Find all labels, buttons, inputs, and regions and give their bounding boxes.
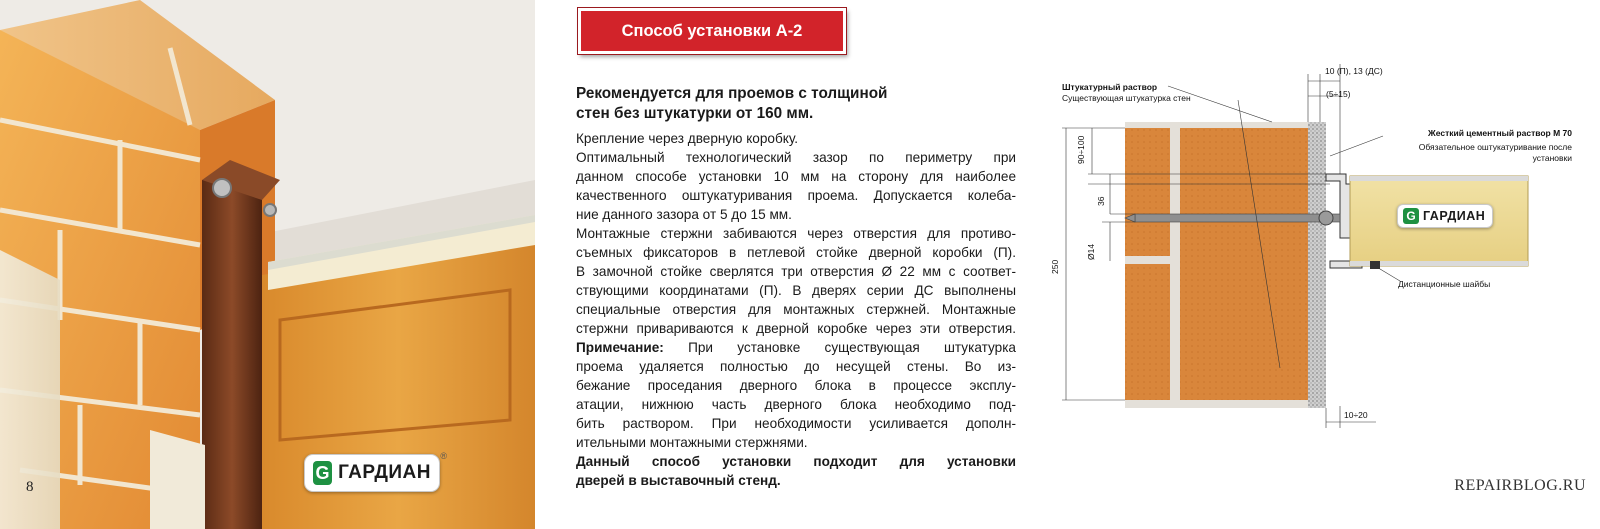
text-line: ствующими координатами (П). В дверях серии ДС выполнены xyxy=(576,283,1016,298)
label-dim-90-100: 90÷100 xyxy=(1076,135,1086,164)
label-dim-top: 10 (П), 13 (ДС) xyxy=(1325,66,1383,76)
label-mandatory-plaster-2: установки xyxy=(1532,153,1572,163)
heading-title: Способ установки А-2 xyxy=(621,21,803,40)
text-line: В замочной стойке сверлятся три отверстия Ø 22 мм с соответ- xyxy=(576,264,1016,279)
label-dim-10-20: 10÷20 xyxy=(1344,410,1368,420)
paragraph-note xyxy=(576,338,1016,452)
text-line: бить раствором. При необходимости усиливается дополн- xyxy=(576,416,1016,431)
text-line: бежание проседания дверного блока в процессе эксплу- xyxy=(576,378,1016,393)
note-label: Примечание: xyxy=(576,340,664,355)
door-frame-illustration xyxy=(0,0,535,529)
text-line: Монтажные стержни забиваются через отверстия для противо- xyxy=(576,226,1016,241)
installation-diagram xyxy=(1040,56,1580,436)
text-line: Оптимальный технологический зазор по периметру при xyxy=(576,150,1016,165)
brand-name: ГАРДИАН xyxy=(1423,209,1486,223)
intro-text xyxy=(576,84,1016,124)
g-logo-icon: G xyxy=(313,461,332,485)
label-dim-gap: (5÷15) xyxy=(1326,89,1351,99)
installation-photo xyxy=(0,0,535,529)
brand-logo-diagram xyxy=(1397,204,1493,228)
paragraph-final xyxy=(576,452,1016,490)
text-line: Данный способ установки подходит для установки xyxy=(576,454,1016,469)
label-plaster-mortar: Штукатурный раствор xyxy=(1062,82,1158,92)
intro-line: Рекомендуется для проемов с толщиной xyxy=(576,85,888,102)
text-line: ительными монтажными стержнями. xyxy=(576,435,808,450)
label-dim-36: 36 xyxy=(1096,196,1106,206)
text-line: данном способе установки 10 мм на сторону для наиболее xyxy=(576,169,1016,184)
label-dim-250: 250 xyxy=(1050,259,1060,274)
text-line: стержни привариваются к дверной коробке через эти отверстия. xyxy=(576,321,1016,336)
label-cement-mortar: Жесткий цементный раствор М 70 xyxy=(1428,128,1572,138)
text-line: качественного оштукатуривания проема. Допускается колеба- xyxy=(576,188,1016,203)
watermark: REPAIRBLOG.RU xyxy=(1454,477,1586,494)
brand-name: ГАРДИАН xyxy=(338,462,431,483)
intro-line: стен без штукатурки от 160 мм. xyxy=(576,105,814,122)
paragraph-mounting xyxy=(576,129,1016,224)
text-line: дверей в выставочный стенд. xyxy=(576,473,781,488)
section-heading xyxy=(578,8,846,54)
label-dim-d14: Ø14 xyxy=(1086,243,1096,260)
text-line: специальные отверстия для монтажных стержней. Монтажные xyxy=(576,302,1016,317)
registered-mark: ® xyxy=(440,451,447,461)
label-mandatory-plaster-1: Обязательное оштукатуривание после xyxy=(1418,142,1572,152)
paragraph-rods xyxy=(576,224,1016,338)
brand-logo xyxy=(304,451,447,492)
text-line: Крепление через дверную коробку. xyxy=(576,131,799,146)
text-line: ние данного зазора от 5 до 15 мм. xyxy=(576,207,792,222)
note-first-line: При установке существующая штукатурка xyxy=(663,340,1016,355)
section-drawing xyxy=(1040,56,1580,436)
label-existing-plaster: Существующая штукатурка стен xyxy=(1062,93,1191,103)
label-spacers: Дистанционные шайбы xyxy=(1398,279,1491,289)
page-number: 8 xyxy=(26,479,34,495)
g-logo-icon: G xyxy=(1403,208,1419,224)
text-line: съемных фиксаторов в петлевой стойке дверной коробки (П). xyxy=(576,245,1016,260)
text-line: атации, нижнюю часть дверного блока необходимо под- xyxy=(576,397,1016,412)
text-line: проема удаляется полностью до несущей стены. Во из- xyxy=(576,359,1016,374)
text-line xyxy=(576,338,1016,357)
